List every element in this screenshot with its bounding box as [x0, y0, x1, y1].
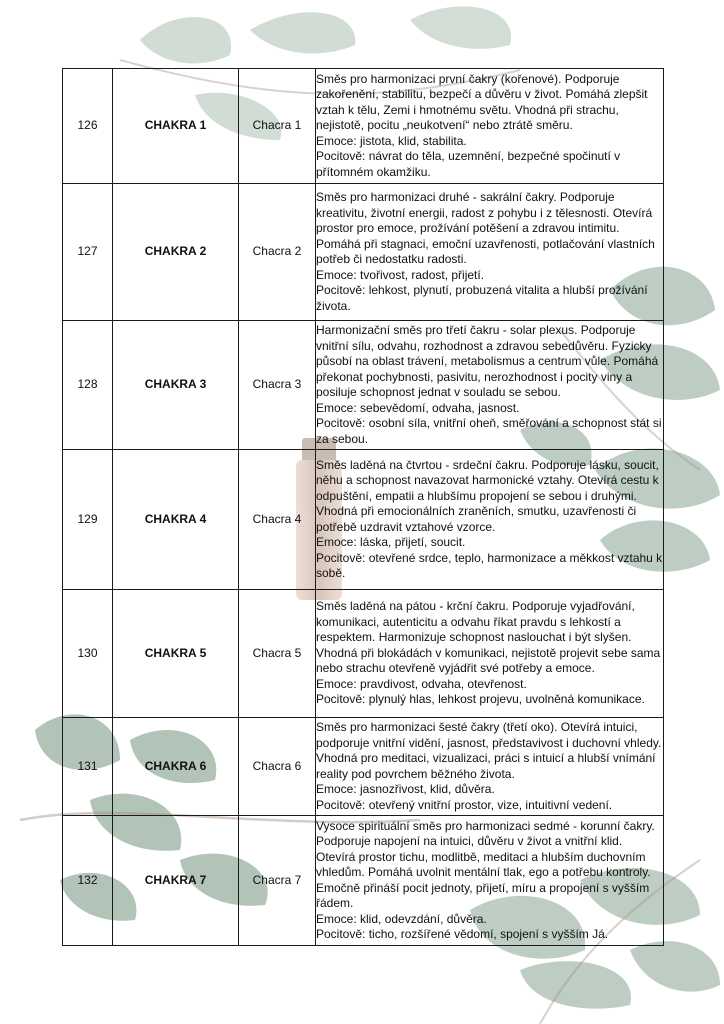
product-alt-name: Chacra 5 — [239, 590, 316, 718]
product-name: CHAKRA 1 — [113, 69, 239, 184]
product-name: CHAKRA 3 — [113, 321, 239, 450]
emotions-text: Emoce: tvořivost, radost, přijetí. — [316, 267, 485, 282]
product-name: CHAKRA 2 — [113, 184, 239, 321]
product-number: 131 — [63, 718, 113, 816]
table-row — [63, 718, 664, 816]
description-text: Směs pro harmonizaci druhé - sakrální čakry. Podporuje kreativitu, životní energii, radost z pohybu i z tělesnosti. Otevírá prostor pro emoce, prožívání potěšení a zdravou intimitu. Pomáhá při stagnaci, emoční uzavřenosti, potlačování vlastních potřeb či nedostatku radosti. — [316, 190, 655, 266]
feelings-text: Pocitově: osobní síla, vnitřní oheň, směřování a schopnost stát si za sebou. — [316, 416, 662, 446]
product-description-cell — [316, 590, 664, 718]
table-row — [63, 321, 664, 450]
feelings-text: Pocitově: lehkost, plynutí, probuzená vitalita a hlubší prožívání života. — [316, 283, 648, 313]
product-description-cell — [316, 69, 664, 184]
feelings-text: Pocitově: plynulý hlas, lehkost projevu, uvolněná komunikace. — [316, 692, 645, 707]
product-number: 127 — [63, 184, 113, 321]
description-text: Vysoce spirituální směs pro harmonizaci sedmé - korunní čakry. Podporuje napojení na intuici, důvěru v život a vnitřní klid. Otevírá prostor tichu, modlitbě, meditaci a hlubším duchovním vhledům. Pomáhá uvolnit mentální tlak, ego a potřebu kontroly. Emočně přináší pocit jednoty, přijetí, míru a propojení s vyšším řádem. — [316, 818, 655, 910]
feelings-text: Pocitově: otevřené srdce, teplo, harmonizace a měkkost vztahu k sobě. — [316, 550, 663, 580]
table-row — [63, 69, 664, 184]
table-row — [63, 816, 664, 946]
product-description-cell — [316, 816, 664, 946]
product-alt-name: Chacra 1 — [239, 69, 316, 184]
product-alt-name: Chacra 2 — [239, 184, 316, 321]
emotions-text: Emoce: pravdivost, odvaha, otevřenost. — [316, 676, 527, 691]
product-number: 128 — [63, 321, 113, 450]
product-alt-name: Chacra 6 — [239, 718, 316, 816]
product-alt-name: Chacra 7 — [239, 816, 316, 946]
feelings-text: Pocitově: otevřený vnitřní prostor, vize, intuitivní vedení. — [316, 797, 613, 812]
feelings-text: Pocitově: návrat do těla, uzemnění, bezpečné spočinutí v přítomném okamžiku. — [316, 149, 621, 179]
emotions-text: Emoce: klid, odevzdání, důvěra. — [316, 911, 487, 926]
product-number: 129 — [63, 450, 113, 590]
table-row — [63, 590, 664, 718]
table-row — [63, 184, 664, 321]
emotions-text: Emoce: jistota, klid, stabilita. — [316, 133, 467, 148]
product-name: CHAKRA 7 — [113, 816, 239, 946]
product-description-cell — [316, 184, 664, 321]
product-number: 130 — [63, 590, 113, 718]
description-text: Směs pro harmonizaci první čakry (kořenové). Podporuje zakořenění, stabilitu, bezpečí a důvěru v život. Pomáhá zlepšit vztah k tělu, Zemi i hmotnému světu. Vhodná při strachu, nejistotě, pocitu „neukotvení“ nebo ztrátě směru. — [316, 71, 648, 133]
product-alt-name: Chacra 3 — [239, 321, 316, 450]
product-description-cell — [316, 450, 664, 590]
product-number: 132 — [63, 816, 113, 946]
product-number: 126 — [63, 69, 113, 184]
description-text: Směs laděná na pátou - krční čakru. Podporuje vyjadřování, komunikaci, autenticitu a odvahu říkat pravdu s lehkostí a respektem. Harmonizuje schopnost naslouchat i být slyšen. Vhodná při blokádách v komunikaci, nejistotě projevit sebe sama nebo strachu otevřeně vyjádřit své potřeby a emoce. — [316, 599, 661, 676]
description-text: Směs pro harmonizaci šesté čakry (třetí oko). Otevírá intuici, podporuje vnitřní vidění, jasnost, představivost i duchovní vhledy. Vhodná pro meditaci, vizualizaci, práci s intuicí a hlubší vnímání reality pod povrchem běžného života. — [316, 720, 662, 781]
description-text: Směs laděná na čtvrtou - srdeční čakru. Podporuje lásku, soucit, něhu a schopnost navazovat harmonické vztahy. Otevírá cestu k odpuštění, empatii a hlubšímu propojení se sebou i druhými. Vhodná při emocionálních zraněních, smutku, uzavřenosti či potřebě uzdravit vztahové vzorce. — [316, 457, 659, 534]
emotions-text: Emoce: jasnozřivost, klid, důvěra. — [316, 782, 495, 796]
chakra-blends-table — [62, 68, 664, 946]
emotions-text: Emoce: láska, přijetí, soucit. — [316, 535, 466, 549]
emotions-text: Emoce: sebevědomí, odvaha, jasnost. — [316, 400, 520, 415]
feelings-text: Pocitově: ticho, rozšířené vědomí, spojení s vyšším Já. — [316, 927, 609, 941]
description-text: Harmonizační směs pro třetí čakru - solar plexus. Podporuje vnitřní sílu, odvahu, rozhodnost a zdravou sebedůvěru. Fyzicky působí na oblast trávení, metabolismus a centrum vůle. Pomáhá překonat pochybnosti, pasivitu, nerozhodnost i pocity viny a posiluje schopnost jednat v souladu se sebou. — [316, 323, 659, 399]
product-description-cell — [316, 321, 664, 450]
product-description-cell — [316, 718, 664, 816]
product-name: CHAKRA 4 — [113, 450, 239, 590]
product-name: CHAKRA 5 — [113, 590, 239, 718]
product-name: CHAKRA 6 — [113, 718, 239, 816]
table-row — [63, 450, 664, 590]
product-alt-name: Chacra 4 — [239, 450, 316, 590]
